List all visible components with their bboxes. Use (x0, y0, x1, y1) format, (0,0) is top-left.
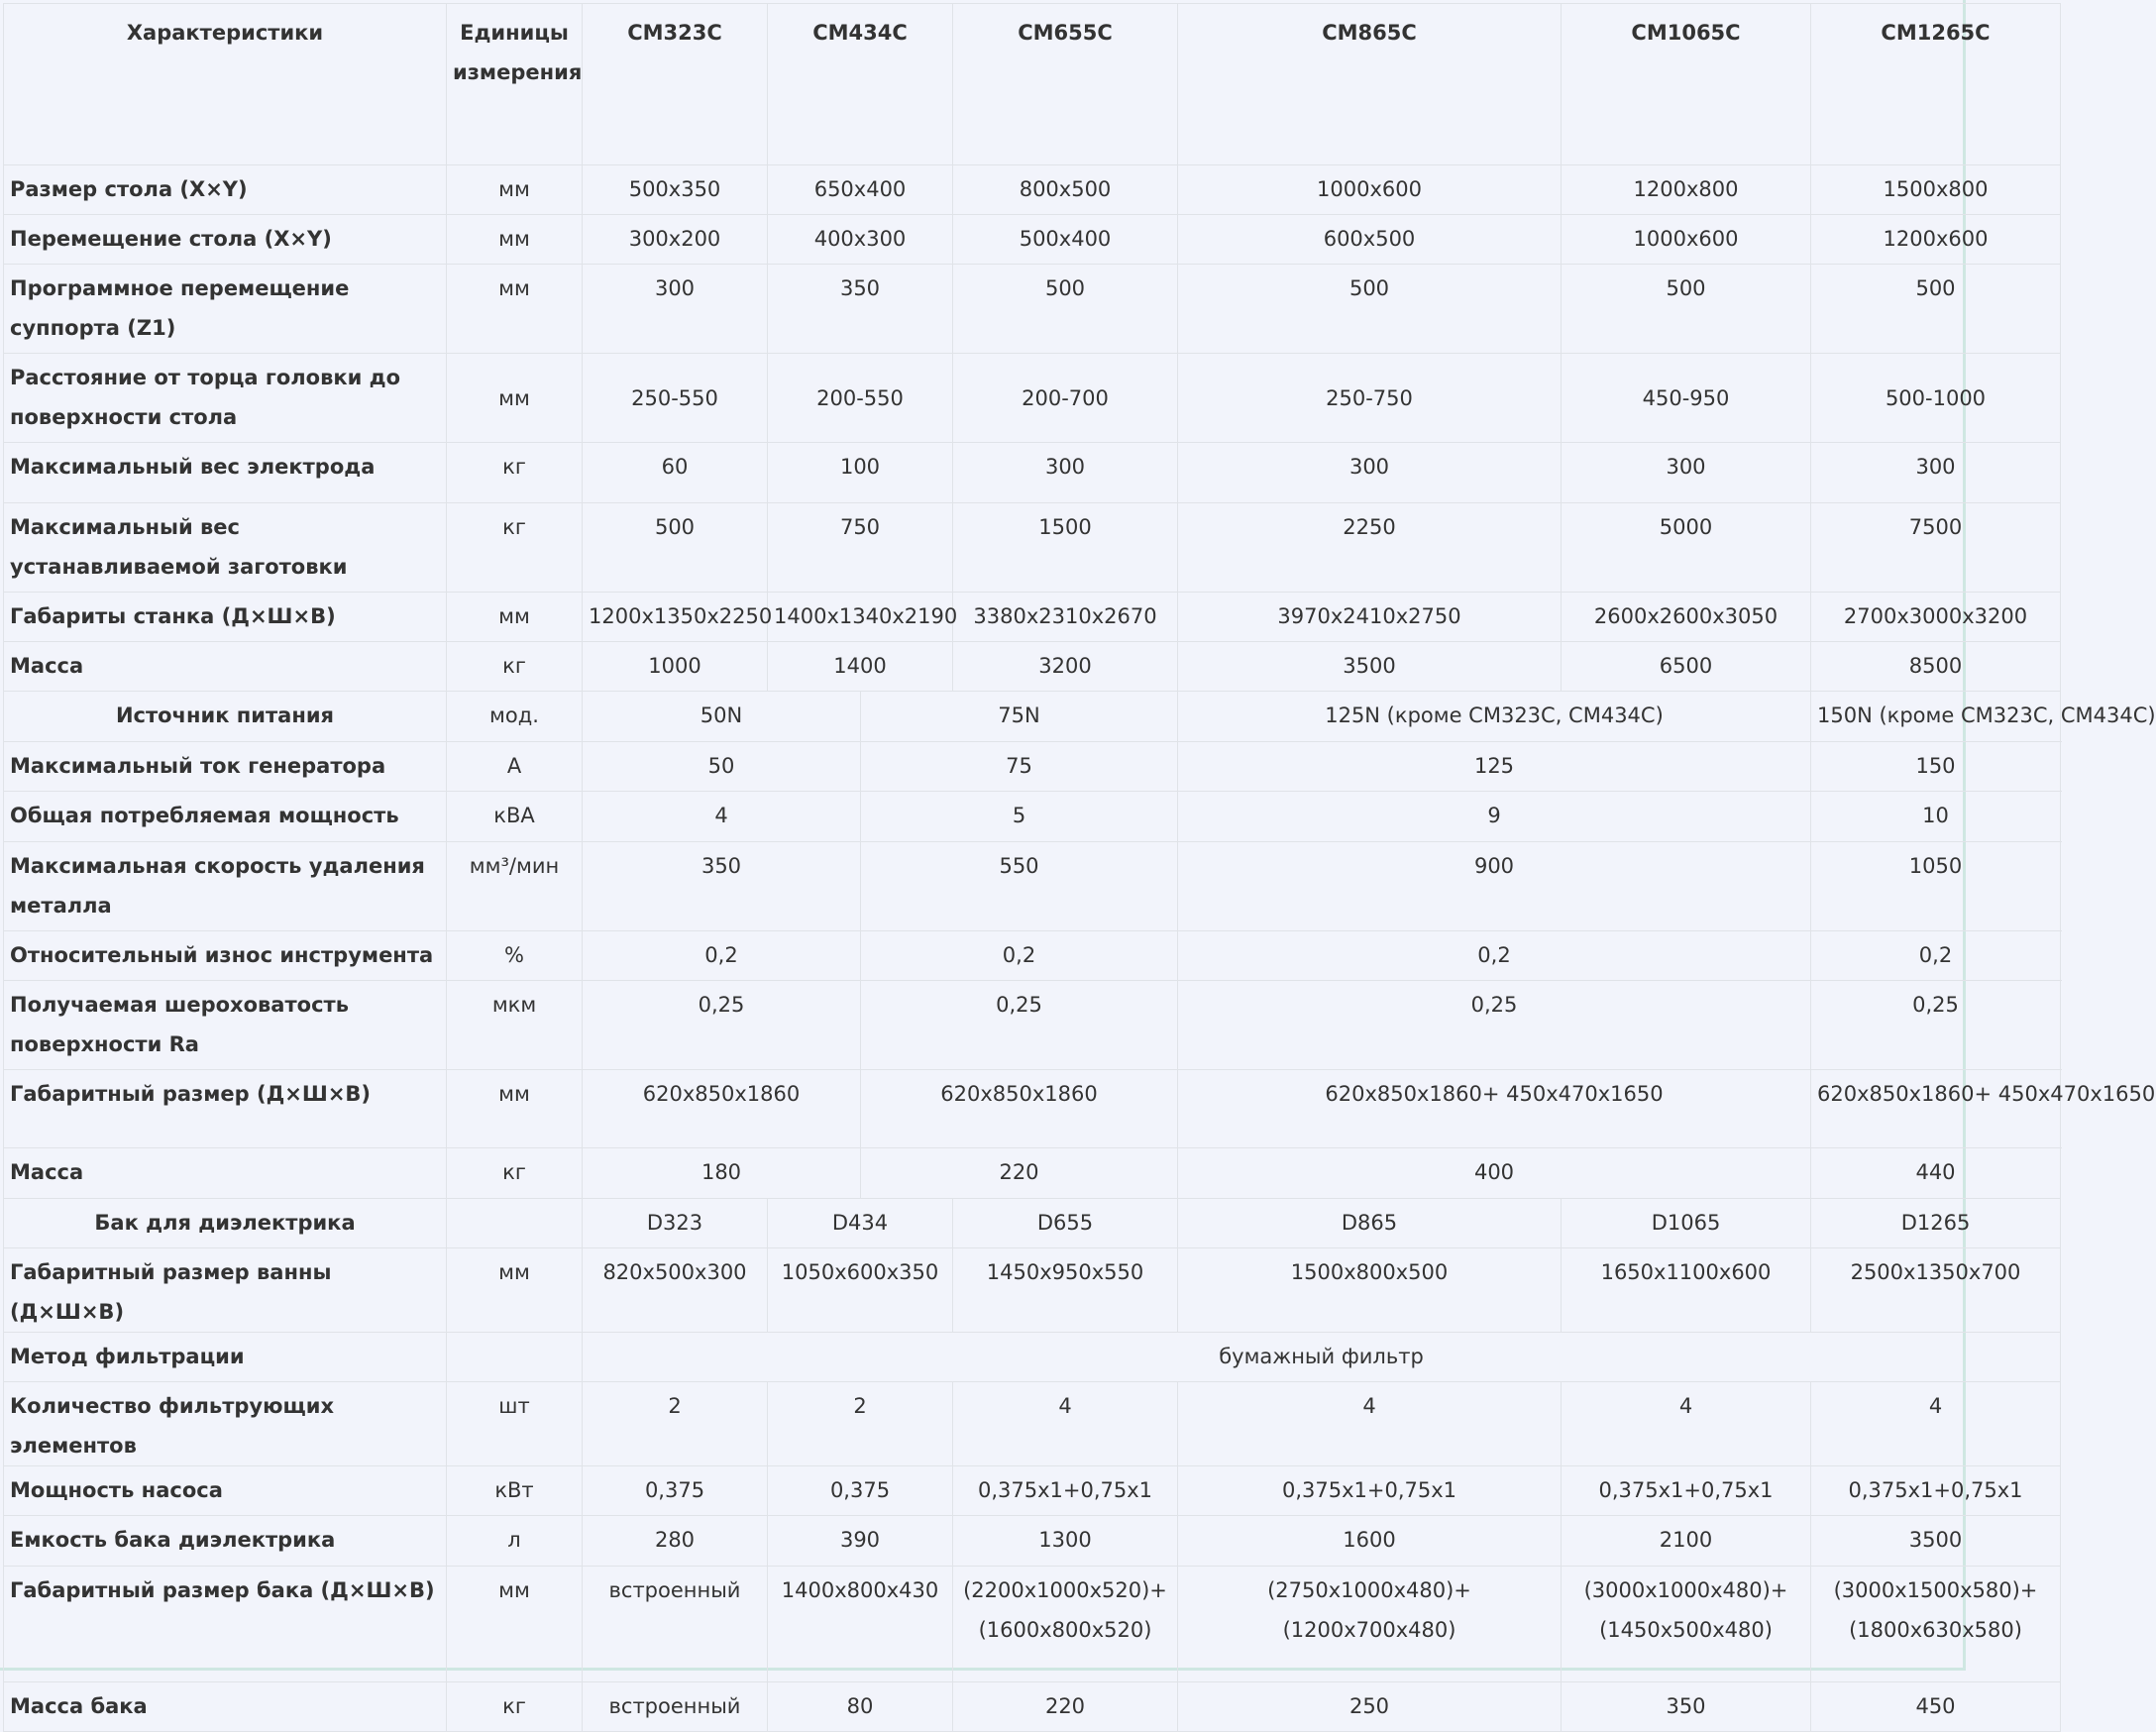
row-label: Максимальный ток генератора (4, 742, 447, 792)
cell-value: (3000x1000x480)+ (1450x500x480) (1562, 1567, 1811, 1682)
table-row (4, 1070, 2061, 1148)
row-unit: шт (447, 1382, 583, 1466)
header-model: CM1065C (1562, 4, 1811, 165)
row-label: Габаритный размер (Д×Ш×В) (4, 1070, 447, 1148)
row-label: Масса (4, 1148, 447, 1199)
specs-table (3, 3, 2156, 1732)
row-label: Получаемая шероховатость поверхности Ra (4, 981, 447, 1070)
cell-value: 280 (583, 1516, 768, 1567)
cell-value: 4 (953, 1382, 1178, 1466)
header-model: CM1265C (1811, 4, 2061, 165)
cell-value: 2 (768, 1382, 953, 1466)
cell-value: 620x850x1860+ 450x470x1650 (1178, 1070, 1811, 1148)
cell-value: 150N (кроме CM323C, CM434C) (1811, 692, 2061, 742)
table-row (4, 981, 2061, 1070)
cell-value: 750 (768, 503, 953, 593)
table-row (4, 642, 2061, 692)
cell-value: 1500x800 (1811, 165, 2061, 215)
table-row (4, 842, 2061, 931)
cell-value: 300x200 (583, 215, 768, 265)
cell-value: 150 (1811, 742, 2061, 792)
row-label: Габариты станка (Д×Ш×В) (4, 593, 447, 642)
cell-value: D323 (583, 1199, 768, 1248)
header-units: Единицы измерения (447, 4, 583, 165)
row-unit: кВт (447, 1466, 583, 1516)
cell-value: 500 (1811, 265, 2061, 354)
header-characteristics: Характеристики (4, 4, 447, 165)
cell-value: 125N (кроме CM323C, CM434C) (1178, 692, 1811, 742)
cell-value: 0,2 (1811, 931, 2061, 981)
row-unit: л (447, 1516, 583, 1567)
cell-value: 1200x800 (1562, 165, 1811, 215)
cell-value: 1000x600 (1562, 215, 1811, 265)
header-model: CM434C (768, 4, 953, 165)
cell-value: 250-550 (583, 354, 768, 443)
cell-value: 650x400 (768, 165, 953, 215)
cell-value: 2 (583, 1382, 768, 1466)
cell-value: (2200x1000x520)+ (1600x800x520) (953, 1567, 1178, 1682)
cell-value: 1450x950x550 (953, 1248, 1178, 1333)
cell-value: 60 (583, 443, 768, 503)
cell-value: 500x350 (583, 165, 768, 215)
row-label: Размер стола (X×Y) (4, 165, 447, 215)
cell-value: 200-700 (953, 354, 1178, 443)
cell-value: 180 (583, 1148, 861, 1199)
row-unit: мм (447, 593, 583, 642)
row-label: Максимальный вес электрода (4, 443, 447, 503)
cell-value: 1600 (1178, 1516, 1562, 1567)
cell-value: 3200 (953, 642, 1178, 692)
cell-value: бумажный фильтр (583, 1333, 2061, 1382)
cell-value: D865 (1178, 1199, 1562, 1248)
row-label: Метод фильтрации (4, 1333, 447, 1382)
cell-value: 400 (1178, 1148, 1811, 1199)
row-unit: мм (447, 354, 583, 443)
table-row (4, 503, 2061, 593)
row-label: Перемещение стола (X×Y) (4, 215, 447, 265)
cell-value: 50N (583, 692, 861, 742)
row-label: Габаритный размер ванны (Д×Ш×В) (4, 1248, 447, 1333)
cell-value: 5 (861, 792, 1178, 842)
cell-value: 8500 (1811, 642, 2061, 692)
header-row (4, 4, 2061, 165)
cell-value: 1200x600 (1811, 215, 2061, 265)
cell-value: 620x850x1860+ 450x470x1650 (1811, 1070, 2061, 1148)
row-label: Габаритный размер бака (Д×Ш×В) (4, 1567, 447, 1682)
cell-value: 0,375 (768, 1466, 953, 1516)
row-unit: мм (447, 165, 583, 215)
row-label: Относительный износ инструмента (4, 931, 447, 981)
table-row (4, 1333, 2061, 1382)
cell-value: D434 (768, 1199, 953, 1248)
cell-value: 75 (861, 742, 1178, 792)
cell-value: D1065 (1562, 1199, 1811, 1248)
cell-value: 1050 (1811, 842, 2061, 931)
table-row (4, 1567, 2061, 1682)
table-row (4, 593, 2061, 642)
cell-value: 0,25 (1178, 981, 1811, 1070)
row-unit: кг (447, 642, 583, 692)
cell-value: 350 (583, 842, 861, 931)
cell-value: 400x300 (768, 215, 953, 265)
row-unit: кВА (447, 792, 583, 842)
cell-value: 550 (861, 842, 1178, 931)
table-row (4, 265, 2061, 354)
cell-value: встроенный (583, 1567, 768, 1682)
cell-value: 500 (583, 503, 768, 593)
cell-value: 1050x600x350 (768, 1248, 953, 1333)
cell-value: 100 (768, 443, 953, 503)
cell-value: 50 (583, 742, 861, 792)
table-row (4, 1148, 2061, 1199)
cell-value: 4 (1562, 1382, 1811, 1466)
cell-value: 0,2 (583, 931, 861, 981)
table-row (4, 165, 2061, 215)
row-label: Источник питания (4, 692, 447, 742)
cell-value: 80 (768, 1682, 953, 1732)
cell-value: 0,2 (1178, 931, 1811, 981)
cell-value: 200-550 (768, 354, 953, 443)
cell-value: 1300 (953, 1516, 1178, 1567)
table-row (4, 692, 2061, 742)
cell-value: 0,2 (861, 931, 1178, 981)
cell-value: 300 (1562, 443, 1811, 503)
cell-value: 1650x1100x600 (1562, 1248, 1811, 1333)
cell-value: 0,25 (1811, 981, 2061, 1070)
table-row (4, 1516, 2061, 1567)
row-unit: мм (447, 215, 583, 265)
cell-value: 3970x2410x2750 (1178, 593, 1562, 642)
cell-value: 75N (861, 692, 1178, 742)
cell-value: 350 (1562, 1682, 1811, 1732)
cell-value: 500-1000 (1811, 354, 2061, 443)
row-label: Масса (4, 642, 447, 692)
cell-value: 0,375x1+0,75x1 (1811, 1466, 2061, 1516)
cell-value: 2700x3000x3200 (1811, 593, 2061, 642)
cell-value: 2250 (1178, 503, 1562, 593)
cell-value: 440 (1811, 1148, 2061, 1199)
cell-value: 2500x1350x700 (1811, 1248, 2061, 1333)
row-unit: мм (447, 1567, 583, 1682)
cell-value: 125 (1178, 742, 1811, 792)
row-label: Расстояние от торца головки до поверхности стола (4, 354, 447, 443)
row-unit: % (447, 931, 583, 981)
cell-value: 0,25 (583, 981, 861, 1070)
cell-value: 800x500 (953, 165, 1178, 215)
cell-value: 0,375x1+0,75x1 (953, 1466, 1178, 1516)
cell-value: 250-750 (1178, 354, 1562, 443)
cell-value: 300 (583, 265, 768, 354)
cell-value: 820x500x300 (583, 1248, 768, 1333)
cell-value: 2100 (1562, 1516, 1811, 1567)
cell-value: 9 (1178, 792, 1811, 842)
header-model: CM323C (583, 4, 768, 165)
row-unit: мм (447, 1070, 583, 1148)
cell-value: встроенный (583, 1682, 768, 1732)
table-row (4, 1199, 2061, 1248)
cell-value: 4 (583, 792, 861, 842)
table-row (4, 1466, 2061, 1516)
cell-value: 3380x2310x2670 (953, 593, 1178, 642)
table-row (4, 1248, 2061, 1333)
table-row (4, 742, 2061, 792)
row-label: Мощность насоса (4, 1466, 447, 1516)
cell-value: 10 (1811, 792, 2061, 842)
cell-value: 1400x1340x2190 (768, 593, 953, 642)
cell-value: 220 (861, 1148, 1178, 1199)
cell-value: 0,25 (861, 981, 1178, 1070)
cell-value: 600x500 (1178, 215, 1562, 265)
row-unit (447, 1333, 583, 1382)
table-row (4, 354, 2061, 443)
row-label: Емкость бака диэлектрика (4, 1516, 447, 1567)
table-row (4, 443, 2061, 503)
cell-value: 450 (1811, 1682, 2061, 1732)
cell-value: 300 (1811, 443, 2061, 503)
cell-value: 1000 (583, 642, 768, 692)
cell-value: 4 (1811, 1382, 2061, 1466)
cell-value: 900 (1178, 842, 1811, 931)
table-row (4, 1682, 2061, 1732)
cell-value: 0,375 (583, 1466, 768, 1516)
cell-value: 300 (1178, 443, 1562, 503)
row-label: Масса бака (4, 1682, 447, 1732)
cell-value: (2750x1000x480)+ (1200x700x480) (1178, 1567, 1562, 1682)
cell-value: 0,375x1+0,75x1 (1178, 1466, 1562, 1516)
row-unit: мм (447, 1248, 583, 1333)
cell-value: 450-950 (1562, 354, 1811, 443)
cell-value: 500 (1178, 265, 1562, 354)
cell-value: 500x400 (953, 215, 1178, 265)
table-row (4, 1382, 2061, 1466)
row-unit: мм³/мин (447, 842, 583, 931)
row-unit: кг (447, 443, 583, 503)
cell-value: 300 (953, 443, 1178, 503)
cell-value: D655 (953, 1199, 1178, 1248)
cell-value: 1500 (953, 503, 1178, 593)
table-row (4, 931, 2061, 981)
row-unit: мод. (447, 692, 583, 742)
cell-value: 0,375x1+0,75x1 (1562, 1466, 1811, 1516)
cell-value: 1500x800x500 (1178, 1248, 1562, 1333)
row-unit (447, 1199, 583, 1248)
row-label: Общая потребляемая мощность (4, 792, 447, 842)
cell-value: 220 (953, 1682, 1178, 1732)
cell-value: 500 (953, 265, 1178, 354)
cell-value: 4 (1178, 1382, 1562, 1466)
header-model: CM655C (953, 4, 1178, 165)
cell-value: 2600x2600x3050 (1562, 593, 1811, 642)
row-label: Количество фильтрующих элементов (4, 1382, 447, 1466)
table-row (4, 215, 2061, 265)
cell-value: 5000 (1562, 503, 1811, 593)
row-unit: А (447, 742, 583, 792)
row-unit: мкм (447, 981, 583, 1070)
row-unit: кг (447, 503, 583, 593)
cell-value: 1400x800x430 (768, 1567, 953, 1682)
row-unit: кг (447, 1148, 583, 1199)
cell-value: 3500 (1811, 1516, 2061, 1567)
cell-value: 620x850x1860 (861, 1070, 1178, 1148)
cell-value: 6500 (1562, 642, 1811, 692)
cell-value: 3500 (1178, 642, 1562, 692)
cell-value: 620x850x1860 (583, 1070, 861, 1148)
row-label: Бак для диэлектрика (4, 1199, 447, 1248)
row-unit: мм (447, 265, 583, 354)
row-label: Максимальный вес устанавливаемой заготовки (4, 503, 447, 593)
cell-value: 1000x600 (1178, 165, 1562, 215)
row-unit: кг (447, 1682, 583, 1732)
row-label: Программное перемещение суппорта (Z1) (4, 265, 447, 354)
header-model: CM865C (1178, 4, 1562, 165)
cell-value: 7500 (1811, 503, 2061, 593)
cell-value: 1400 (768, 642, 953, 692)
cell-value: 350 (768, 265, 953, 354)
cell-value: 390 (768, 1516, 953, 1567)
cell-value: 1200x1350x2250 (583, 593, 768, 642)
cell-value: (3000x1500x580)+ (1800x630x580) (1811, 1567, 2061, 1682)
cell-value: 500 (1562, 265, 1811, 354)
cell-value: 250 (1178, 1682, 1562, 1732)
row-label: Максимальная скорость удаления металла (4, 842, 447, 931)
table-row (4, 792, 2061, 842)
cell-value: D1265 (1811, 1199, 2061, 1248)
